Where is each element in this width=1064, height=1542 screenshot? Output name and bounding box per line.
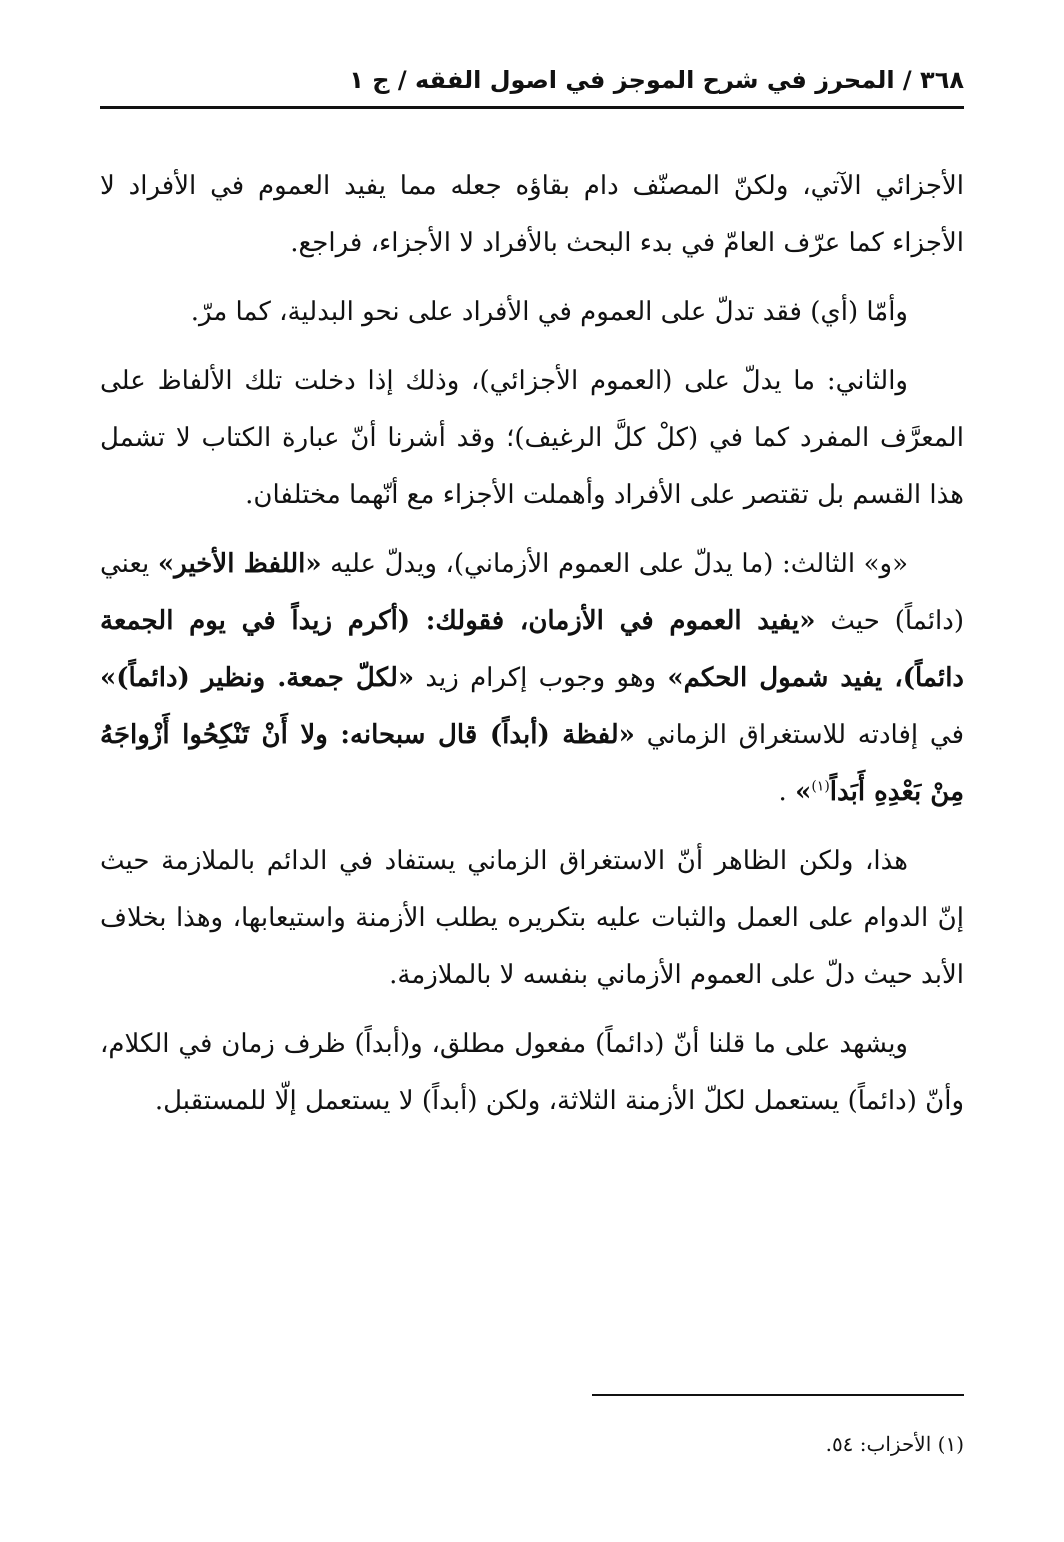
- running-header: [100, 58, 964, 102]
- paragraph-3: [100, 353, 964, 524]
- quoted-text: «لكلّ جمعة. ونظير (دائماً)»: [100, 663, 415, 693]
- commentary-text: «و» الثالث: (ما يدلّ على العموم الأزماني)، ويدلّ عليه: [321, 549, 909, 579]
- paragraph-1: [100, 158, 964, 272]
- paragraph-6: [100, 1016, 964, 1130]
- paragraph-2: [100, 284, 964, 341]
- commentary-text: في إفادته للاستغراق الزماني: [634, 720, 964, 750]
- commentary-text: والثاني: ما يدلّ على (العموم الأجزائي)، وذلك إذا دخلت تلك الألفاظ على المعرَّف المفرد كما في (كلْ كلَّ الرغيف)؛ وقد أشرنا أنّ عبارة الكتاب لا تشمل هذا القسم بل تقتصر على الأفراد وأهملت الأجزاء مع أنّهما مختلفان.: [100, 366, 964, 510]
- commentary-text: الأجزائي الآتي، ولكنّ المصنّف دام بقاؤه جعله مما يفيد العموم في الأفراد لا الأجزاء كما عرّف العامّ في بدء البحث بالأفراد لا الأجزاء، فراجع.: [100, 171, 964, 258]
- footnote-1: (١) الأحزاب: ٥٤.: [825, 1432, 964, 1456]
- quoted-text: «يفيد العموم في الأزمان، فقولك: (أكرم زيداً في يوم الجمعة دائماً)، يفيد شمول الحكم»: [100, 606, 965, 693]
- paragraph-5: [100, 833, 964, 1004]
- commentary-text: هذا، ولكن الظاهر أنّ الاستغراق الزماني يستفاد في الدائم بالملازمة حيث إنّ الدوام على العمل والثبات عليه بتكريره يطلب الأزمنة واستيعابها، وهذا بخلاف الأبد حيث دلّ على العموم الأزماني بنفسه لا بالملازمة.: [100, 846, 964, 990]
- commentary-text: ويشهد على ما قلنا أنّ (دائماً) مفعول مطلق، و(أبداً) ظرف زمان في الكلام، وأنّ (دائماً) يستعمل لكلّ الأزمنة الثلاثة، ولكن (أبداً) لا يستعمل إلّا للمستقبل.: [100, 1029, 964, 1116]
- quoted-text: «لفظة (أبداً) قال سبحانه: ولا أَنْ تَنْكِحُوا أَزْواجَهُ مِنْ بَعْدِهِ أَبَداً: [100, 720, 964, 807]
- commentary-text: وأمّا (أي) فقد تدلّ على العموم في الأفراد على نحو البدلية، كما مرّ.: [190, 297, 908, 327]
- commentary-text: وهو وجوب إكرام زيد: [414, 663, 668, 693]
- commentary-text: يعني (دائماً) حيث: [100, 549, 964, 636]
- commentary-text: .: [778, 777, 796, 807]
- footnote-rule: [592, 1394, 964, 1396]
- body-text: [100, 158, 964, 1142]
- paragraph-4: [100, 536, 964, 821]
- header-rule: [100, 106, 964, 109]
- quoted-text: «اللفظ الأخير»: [157, 549, 322, 579]
- quoted-text: »: [795, 777, 812, 807]
- footnote: [100, 1428, 964, 1460]
- footnote-reference: (١): [811, 778, 830, 795]
- running-title: ٣٦٨ / المحرز في شرح الموجز في اصول الفقه / ج ١: [349, 66, 964, 94]
- book-page: [100, 0, 964, 1542]
